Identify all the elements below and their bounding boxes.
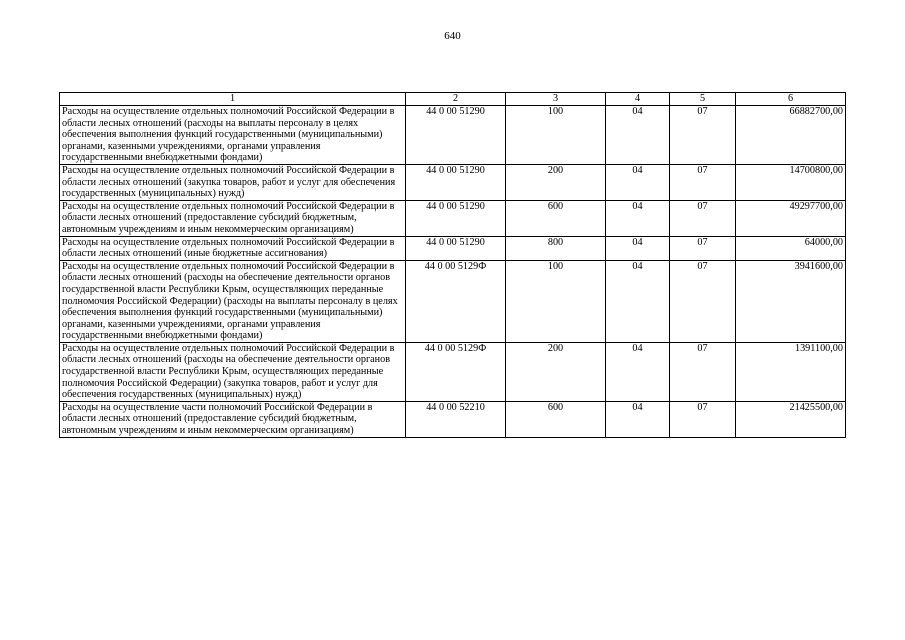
table-row (60, 260, 846, 342)
expense-type-cell: 200 (506, 342, 606, 401)
expense-type-cell: 200 (506, 164, 606, 200)
section-cell: 04 (606, 401, 670, 437)
table-header (60, 93, 846, 106)
description-cell: Расходы на осуществление отдельных полномочий Российской Федерации в области лесных отношений (закупка товаров, работ и услуг для обеспечения государственных (муниципальных) нужд) (60, 164, 406, 200)
description-cell: Расходы на осуществление части полномочий Российской Федерации в области лесных отношений (предоставление субсидий бюджетным, автономным учреждениям и иным некоммерческим организациям) (60, 401, 406, 437)
description-cell: Расходы на осуществление отдельных полномочий Российской Федерации в области лесных отношений (расходы на обеспечение деятельности органов государственной власти Республики Крым, осуществляющих переданные полномочия Российской Федерации) (закупка товаров, работ и услуг для обеспечения государственных (муниципальных) нужд) (60, 342, 406, 401)
column-header-3: 3 (506, 93, 606, 106)
table-row (60, 106, 846, 165)
amount-cell: 66882700,00 (736, 106, 846, 165)
subsection-cell: 07 (670, 342, 736, 401)
expense-type-cell: 800 (506, 236, 606, 260)
expense-type-cell: 600 (506, 200, 606, 236)
amount-cell: 1391100,00 (736, 342, 846, 401)
subsection-cell: 07 (670, 106, 736, 165)
section-cell: 04 (606, 342, 670, 401)
target-article-cell: 44 0 00 51290 (406, 200, 506, 236)
table-row (60, 236, 846, 260)
amount-cell: 21425500,00 (736, 401, 846, 437)
table-row (60, 164, 846, 200)
subsection-cell: 07 (670, 401, 736, 437)
target-article-cell: 44 0 00 5129Ф (406, 342, 506, 401)
amount-cell: 3941600,00 (736, 260, 846, 342)
subsection-cell: 07 (670, 200, 736, 236)
column-header-5: 5 (670, 93, 736, 106)
amount-cell: 14700800,00 (736, 164, 846, 200)
description-cell: Расходы на осуществление отдельных полномочий Российской Федерации в области лесных отношений (расходы на выплаты персоналу в целях обеспечения выполнения функций государственными (муниципальными) органами, казенными учреждениями, органами управления государственными внебюджетными фондами) (60, 106, 406, 165)
page-number: 640 (444, 30, 461, 42)
header-row (60, 93, 846, 106)
amount-cell: 64000,00 (736, 236, 846, 260)
table-row (60, 401, 846, 437)
description-cell: Расходы на осуществление отдельных полномочий Российской Федерации в области лесных отношений (иные бюджетные ассигнования) (60, 236, 406, 260)
section-cell: 04 (606, 164, 670, 200)
section-cell: 04 (606, 260, 670, 342)
table-body (60, 106, 846, 438)
target-article-cell: 44 0 00 51290 (406, 164, 506, 200)
table-row (60, 200, 846, 236)
table-row (60, 342, 846, 401)
subsection-cell: 07 (670, 260, 736, 342)
amount-cell: 49297700,00 (736, 200, 846, 236)
expense-type-cell: 100 (506, 260, 606, 342)
target-article-cell: 44 0 00 51290 (406, 106, 506, 165)
target-article-cell: 44 0 00 52210 (406, 401, 506, 437)
expense-type-cell: 600 (506, 401, 606, 437)
expense-type-cell: 100 (506, 106, 606, 165)
column-header-2: 2 (406, 93, 506, 106)
section-cell: 04 (606, 106, 670, 165)
section-cell: 04 (606, 200, 670, 236)
subsection-cell: 07 (670, 236, 736, 260)
column-header-6: 6 (736, 93, 846, 106)
subsection-cell: 07 (670, 164, 736, 200)
section-cell: 04 (606, 236, 670, 260)
budget-table (59, 92, 846, 438)
target-article-cell: 44 0 00 5129Ф (406, 260, 506, 342)
column-header-1: 1 (60, 93, 406, 106)
description-cell: Расходы на осуществление отдельных полномочий Российской Федерации в области лесных отношений (предоставление субсидий бюджетным, автономным учреждениям и иным некоммерческим организациям) (60, 200, 406, 236)
description-cell: Расходы на осуществление отдельных полномочий Российской Федерации в области лесных отношений (расходы на обеспечение деятельности органов государственной власти Республики Крым, осуществляющих переданные полномочия Российской Федерации) (расходы на выплаты персоналу в целях обеспечения выполнения функций государственными (муниципальными) органами, казенными учреждениями, органами управления государственными внебюджетными фондами) (60, 260, 406, 342)
column-header-4: 4 (606, 93, 670, 106)
target-article-cell: 44 0 00 51290 (406, 236, 506, 260)
